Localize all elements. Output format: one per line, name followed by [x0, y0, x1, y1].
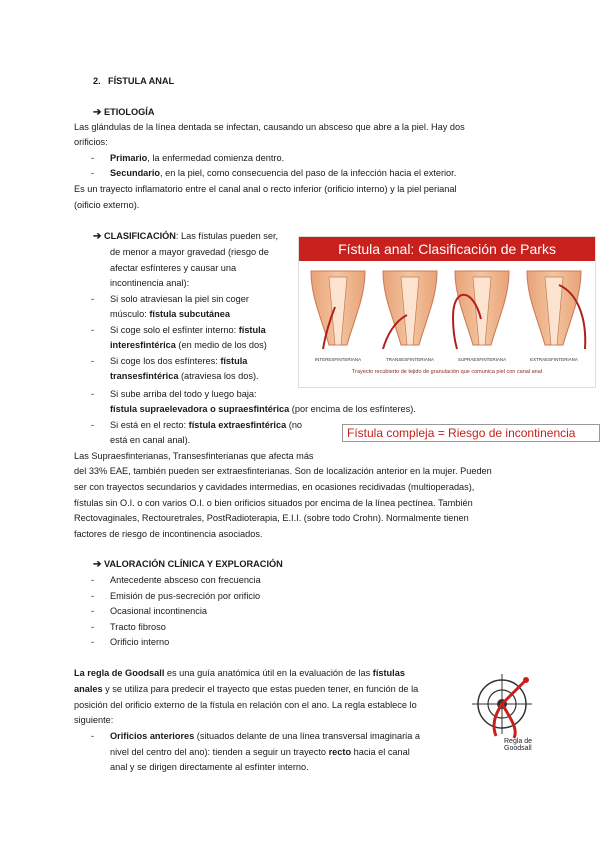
arrow-right-icon: ➔	[93, 107, 102, 118]
list-dash: -	[91, 168, 95, 178]
list-item: Orificios anteriores (situados delante de una línea transversal imaginaria a	[110, 731, 420, 741]
parks-label: SUPRAESFINTERIANA	[457, 357, 507, 362]
list-dash: -	[91, 389, 95, 399]
list-item: Si coge solo el esfínter interno: fístula	[110, 325, 266, 335]
goodsall-para-line: La regla de Goodsall es una guía anatómica útil en la evaluación de las fístulas	[74, 668, 405, 678]
list-item-cont: interesfintérica (en medio de los dos)	[110, 340, 267, 350]
clasificacion-para-line: fístulas sin O.I. o con varios O.I. o bien orificios situados por encima de la línea pectínea. También	[74, 498, 473, 508]
etiologia-para-line: (oificio externo).	[74, 200, 140, 210]
list-dash: -	[91, 356, 95, 366]
arrow-right-icon: ➔	[93, 559, 102, 570]
section-number: 2.	[93, 76, 101, 86]
list-item: Tracto fibroso	[110, 622, 166, 632]
section-title: FÍSTULA ANAL	[108, 76, 175, 86]
list-item: Si solo atraviesan la piel sin coger	[110, 294, 249, 304]
parks-figure-title: Fístula anal: Clasificación de Parks	[299, 237, 595, 261]
list-item-cont: transesfintérica (atraviesa los dos).	[110, 371, 259, 381]
anatomy-panel-1	[311, 271, 365, 349]
goodsall-figure-label: Regla de Goodsall	[504, 738, 533, 752]
clasificacion-intro-line: de menor a mayor gravedad (riesgo de	[110, 247, 269, 257]
valoracion-heading: ➔ VALORACIÓN CLÍNICA Y EXPLORACIÓN	[93, 559, 283, 570]
clasificacion-para-line: Rectovaginales, Rectouretrales, PostRadioterapia, E.I.I. (sobre todo Crohn). Normalmente tienen	[74, 513, 469, 523]
etiologia-para-line: Las glándulas de la línea dentada se infectan, causando un absceso que abre a la piel. Hay dos	[74, 122, 465, 132]
list-item: Secundario, en la piel, como consecuencia del paso de la infección hacia el exterior.	[110, 168, 457, 178]
goodsall-figure	[468, 670, 548, 750]
clasificacion-intro-line: incontinencia anal):	[110, 278, 190, 288]
clasificacion-para-line: factores de riesgo de incontinencia asociados.	[74, 529, 263, 539]
list-item: Primario, la enfermedad comienza dentro.	[110, 153, 285, 163]
list-item-cont: músculo: fístula subcutánea	[110, 309, 230, 319]
anatomy-panel-3	[453, 271, 509, 349]
list-dash: -	[91, 731, 95, 741]
list-item-cont: nivel del centro del ano): tienden a seguir un trayecto recto hacia el canal	[110, 747, 410, 757]
list-dash: -	[91, 575, 95, 585]
list-dash: -	[91, 153, 95, 163]
anal-anatomy-illustration	[299, 237, 595, 387]
list-dash: -	[91, 591, 95, 601]
list-item: Ocasional incontinencia	[110, 606, 208, 616]
parks-caption: Trayecto recubierto de tejido de granulación que comunica piel con canal anal	[352, 369, 542, 375]
clasificacion-heading: ➔ CLASIFICACIÓN: Las fístulas pueden ser,	[93, 231, 279, 242]
list-dash: -	[91, 606, 95, 616]
list-item-cont: anal y se dirigen directamente al esfínter interno.	[110, 762, 309, 772]
anatomy-panel-2	[383, 271, 437, 349]
list-item: Orificio interno	[110, 637, 170, 647]
parks-label: EXTRAESFINTERIANA	[530, 357, 578, 362]
riesgo-incontinencia-box: Fístula compleja = Riesgo de incontinencia	[342, 424, 600, 442]
clasificacion-intro-line: afectar esfínteres y causar una	[110, 263, 237, 273]
list-item-cont: está en canal anal).	[110, 435, 191, 445]
anatomy-panel-4	[527, 271, 585, 349]
list-dash: -	[91, 294, 95, 304]
parks-classification-figure	[298, 236, 596, 388]
clasificacion-para-line: del 33% EAE, también pueden ser extraesfinterianas. Son de localización anterior en la mujer. Pueden	[74, 466, 492, 476]
list-dash: -	[91, 622, 95, 632]
list-dash: -	[91, 325, 95, 335]
goodsall-para-line: anales y se utiliza para predecir el trayecto que estas pueden tener, en función de la	[74, 684, 419, 694]
etiologia-heading: ➔ ETIOLOGÍA	[93, 107, 155, 118]
list-dash: -	[91, 420, 95, 430]
arrow-right-icon: ➔	[93, 231, 102, 242]
goodsall-para-line: siguiente:	[74, 715, 114, 725]
list-item: Antecedente absceso con frecuencia	[110, 575, 261, 585]
list-item: Emisión de pus-secreción por orificio	[110, 591, 261, 601]
etiologia-para-line: Es un trayecto inflamatorio entre el canal anal o recto inferior (orificio interno) y la piel perianal	[74, 184, 457, 194]
list-item: Si está en el recto: fístula extraesfintérica (no	[110, 420, 303, 430]
parks-label: INTERESFINTERIANA	[314, 357, 362, 362]
parks-label: TRANSESFINTERIANA	[385, 357, 434, 362]
clasificacion-para-line: Las Supraesfinterianas, Transesfinterianas que afecta más	[74, 451, 314, 461]
list-item: Si coge los dos esfínteres: fístula	[110, 356, 248, 366]
etiologia-para-line: orificios:	[74, 137, 108, 147]
goodsall-para-line: posición del orificio externo de la fístula en relación con el ano. La regla establece lo	[74, 700, 417, 710]
goodsall-target-icon	[468, 670, 548, 740]
list-item-cont: fístula supraelevadora o supraesfintérica (por encima de los esfínteres).	[110, 404, 416, 414]
clasificacion-para-line: ser con trayectos secundarios y cavidades intermedias, en ocasiones recidivadas (multioperadas),	[74, 482, 475, 492]
list-dash: -	[91, 637, 95, 647]
list-item: Si sube arriba del todo y luego baja:	[110, 389, 257, 399]
